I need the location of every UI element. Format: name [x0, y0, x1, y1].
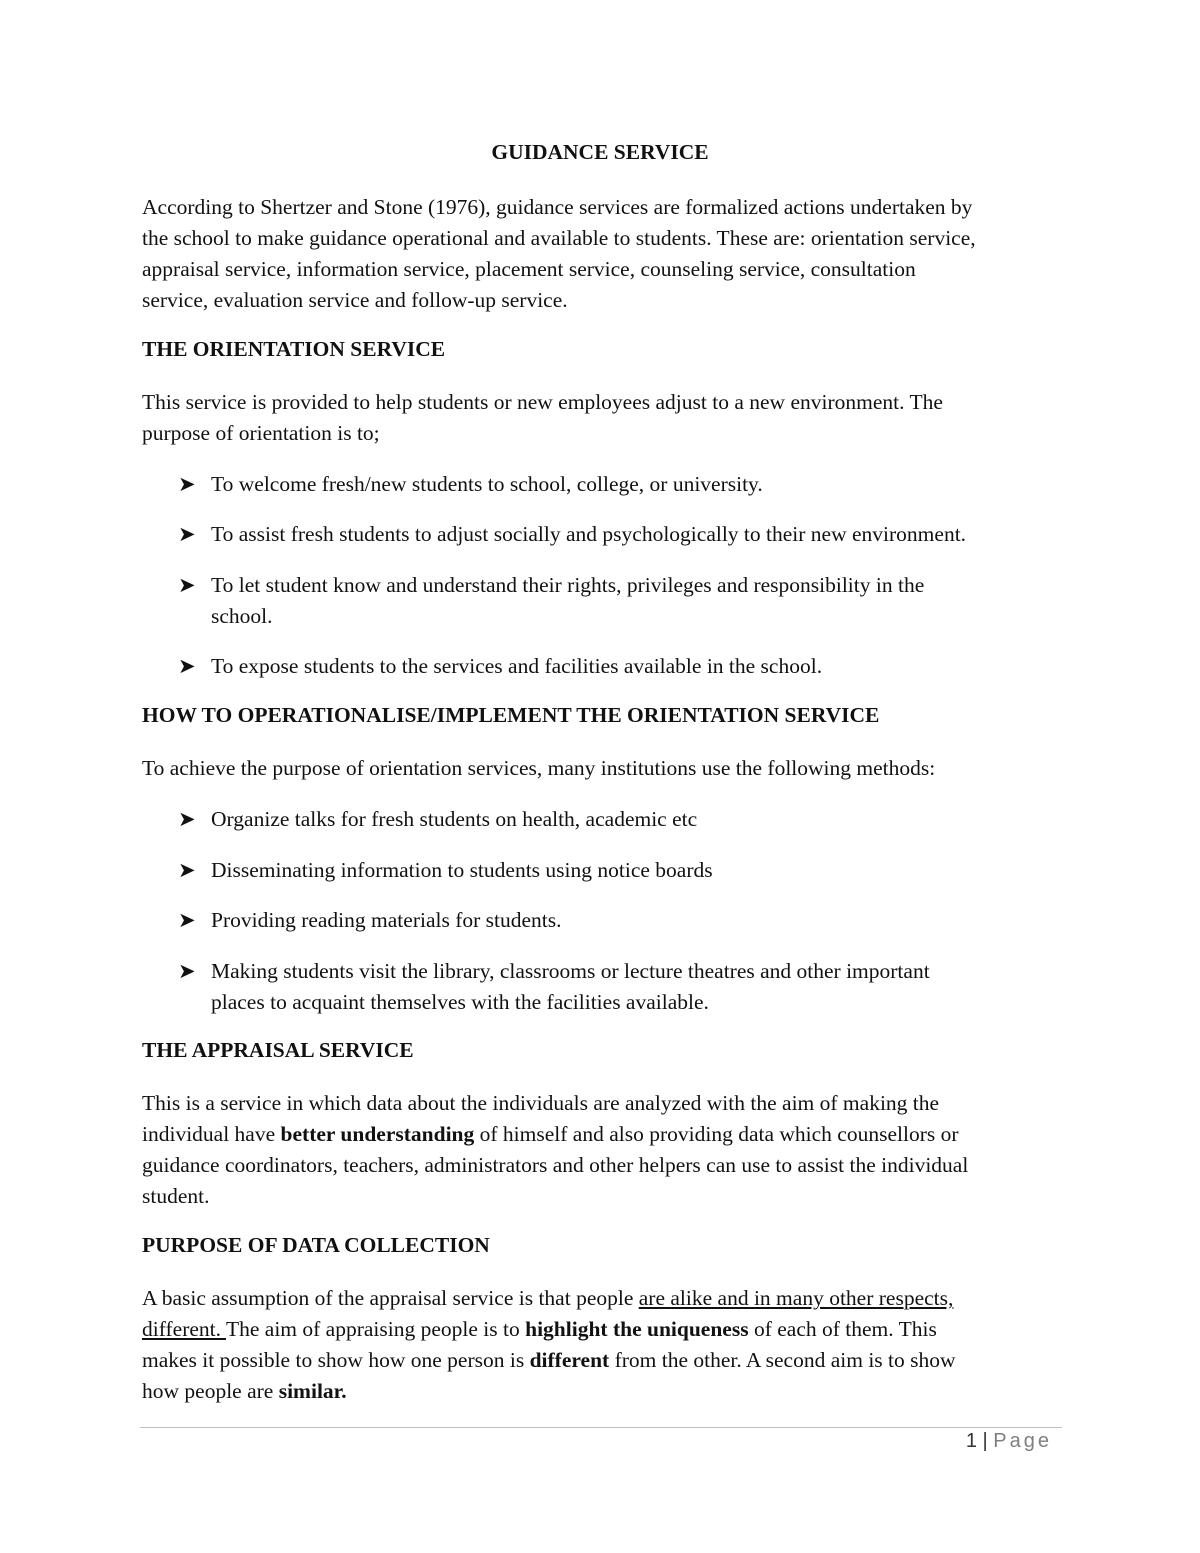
appraisal-heading: THE APPRAISAL SERVICE: [142, 1038, 414, 1062]
operationalise-paragraph: To achieve the purpose of orientation services, many institutions use the following methods:: [142, 756, 936, 780]
arrowhead-bullet-icon: ➤: [178, 573, 196, 597]
paragraph-line: This service is provided to help students or new employees adjust to a new environment. The: [142, 390, 943, 414]
arrowhead-bullet-icon: ➤: [178, 858, 196, 882]
operationalise-heading: HOW TO OPERATIONALISE/IMPLEMENT THE ORIENTATION SERVICE: [142, 703, 880, 727]
document-title: GUIDANCE SERVICE: [491, 140, 709, 164]
intro-line: According to Shertzer and Stone (1976), guidance services are formalized actions undertaken by: [142, 195, 973, 219]
paragraph-line: A basic assumption of the appraisal service is that people are alike and in many other respects,: [142, 1286, 954, 1310]
arrowhead-bullet-icon: ➤: [178, 654, 196, 678]
bold-phrase: similar.: [278, 1379, 347, 1403]
bold-phrase: different: [529, 1348, 610, 1372]
document-page: GUIDANCE SERVICE According to Shertzer and Stone (1976), guidance services are formalized actions undertaken by the school to make guidance operational and available to students. These are: orientation service, appraisal service, information service, placement service, counseling service, consultation service, evaluation service and follow-up service. THE ORIENTATION SERVICE This service is provided to help students or new employees adjust to a new environment. The purpose of orientation is to; ➤ To welcome fresh/new students to school, college, or university. ➤ To assist fresh students to adjust socially and psychologically to their new environment. ➤ To let student know and understand their rights, privileges and responsibility in the school. ➤ To expose students to the services and facilities available in the school. HOW TO OPERATIONALISE/IMPLEMENT THE ORIENTATION SERVICE To achieve the purpose of orientation services, many institutions use the following methods: ➤ Organize talks for fresh students on health, academic etc ➤ Disseminating information to students using notice boards ➤ Providing reading materials for students. ➤ Making students visit the library, classrooms or lecture theatres and other important places to acquaint themselves with the facilities available. THE APPRAISAL SERVICE This is a service in which data about the individuals are analyzed with the aim of making the individual have better understanding of himself and also providing data which counsellors or guidance coordinators, teachers, administrators and other helpers can use to assist the individual student. PURPOSE OF DATA COLLECTION A basic assumption of the appraisal service is that people are alike and in many other respects, different. The aim of appraising people is to highlight the uniqueness of each of them. This makes it possible to show how one person is different from the other. A second aim is to show how people are similar. 1 | Page: [0, 0, 1200, 1553]
arrowhead-bullet-icon: ➤: [178, 807, 196, 831]
paragraph-line: different. The aim of appraising people is to highlight the uniqueness of each of them. This: [142, 1317, 937, 1341]
bold-phrase: better understanding: [280, 1122, 475, 1146]
paragraph-line: This is a service in which data about the individuals are analyzed with the aim of making the: [142, 1091, 940, 1115]
paragraph-line: student.: [142, 1184, 210, 1208]
paragraph-line: individual have better understanding of himself and also providing data which counsellors or: [142, 1122, 959, 1146]
bold-phrase: highlight the uniqueness: [525, 1317, 749, 1341]
underlined-phrase: are alike and in many other respects,: [638, 1286, 954, 1310]
footer-divider: [140, 1427, 1062, 1428]
intro-line: service, evaluation service and follow-up service.: [142, 288, 568, 312]
intro-line: appraisal service, information service, placement service, counseling service, consultation: [142, 257, 916, 281]
arrowhead-bullet-icon: ➤: [178, 908, 196, 932]
arrowhead-bullet-icon: ➤: [178, 959, 196, 983]
arrowhead-bullet-icon: ➤: [178, 522, 196, 546]
paragraph-line: makes it possible to show how one person is different from the other. A second aim is to show: [142, 1348, 956, 1372]
paragraph-line: how people are similar.: [142, 1379, 347, 1403]
page-number: 1: [965, 1430, 977, 1452]
page-footer: [966, 1430, 1052, 1453]
orientation-heading: THE ORIENTATION SERVICE: [142, 337, 446, 361]
arrowhead-bullet-icon: ➤: [178, 472, 196, 496]
paragraph-line: purpose of orientation is to;: [142, 421, 380, 445]
paragraph-line: guidance coordinators, teachers, administrators and other helpers can use to assist the individual: [142, 1153, 969, 1177]
purpose-heading: PURPOSE OF DATA COLLECTION: [142, 1233, 490, 1257]
footer-separator: |: [976, 1430, 994, 1452]
intro-line: the school to make guidance operational and available to students. These are: orientation service,: [142, 226, 976, 250]
underlined-phrase: different.: [142, 1317, 226, 1341]
page-label: Page: [993, 1430, 1052, 1452]
